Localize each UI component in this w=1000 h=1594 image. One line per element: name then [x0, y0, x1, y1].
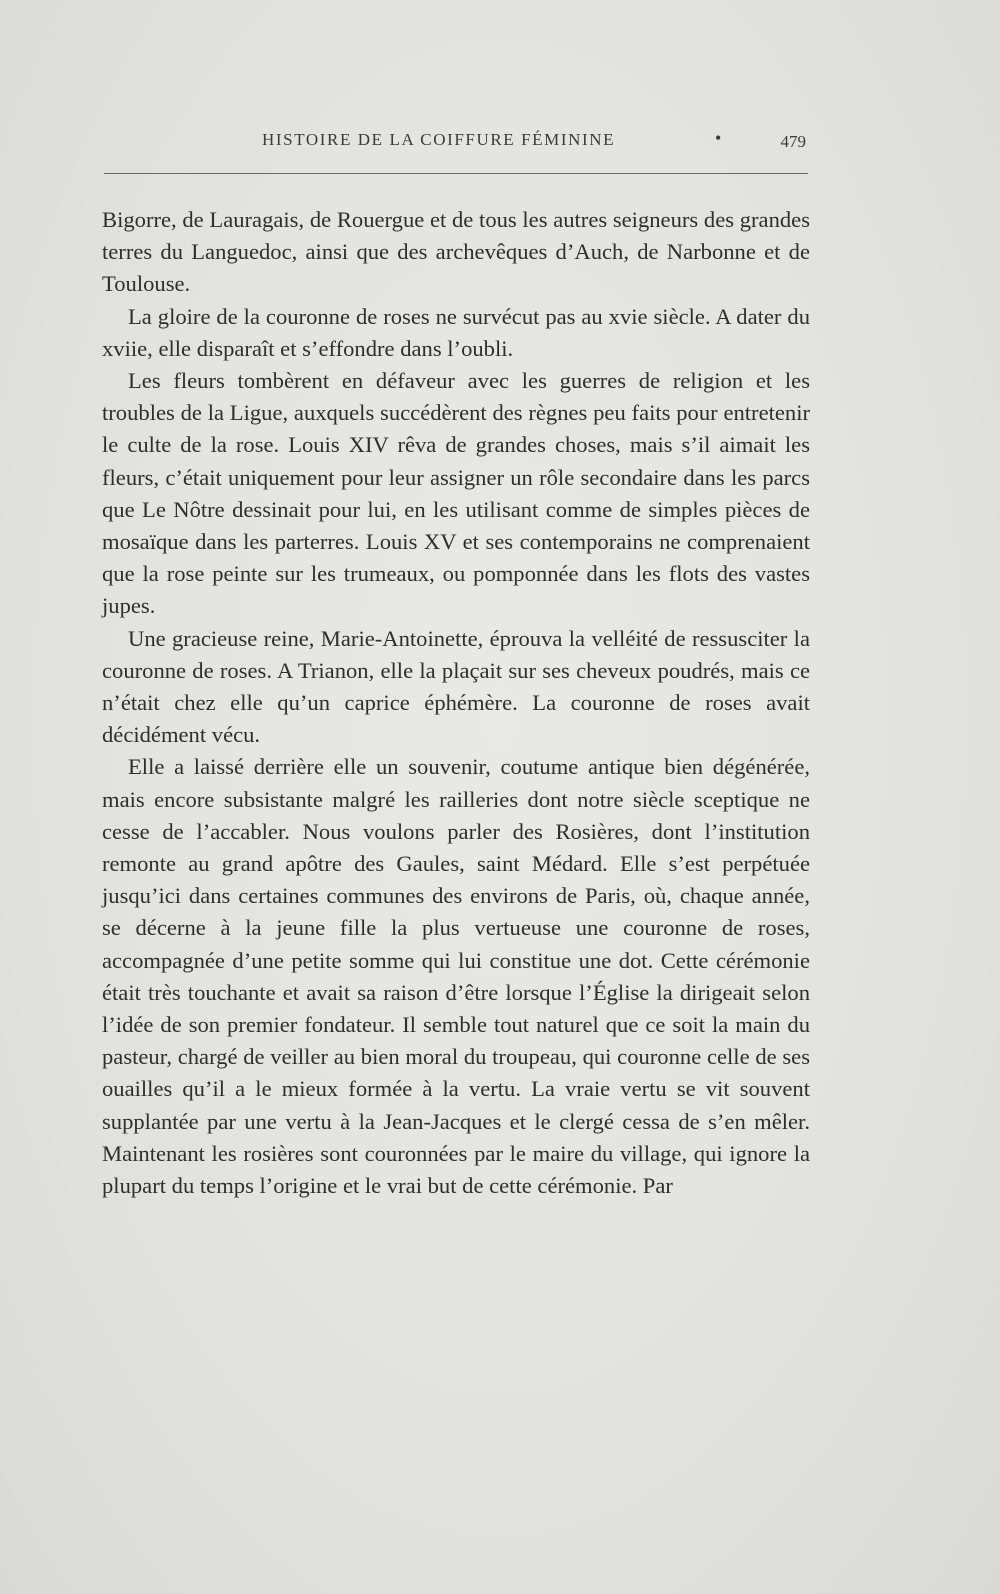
paragraph-4: Une gracieuse reine, Marie-Antoinette, éprouva la velléité de ressusciter la couronne de roses. A Trianon, elle la plaçait sur ses cheveux poudrés, mais ce n’était chez elle qu’un caprice éphémère. La couronne de roses avait décidément vécu. [102, 625, 810, 748]
header-ornament: • [715, 128, 722, 148]
paragraph-3: Les fleurs tombèrent en défaveur avec les guerres de religion et les troubles de la Ligue, auxquels succédèrent des règnes peu faits pour entretenir le culte de la rose. Louis XIV rêva de grandes choses, mais s’il aimait les fleurs, c’était uniquement pour leur assigner un rôle secondaire dans les parcs que Le Nôtre dessinait pour lui, en les utilisant comme de simples pièces de mosaïque dans les parterres. Louis XV et ses contemporains ne comprenaient que la rose peinte sur les trumeaux, ou pomponnée dans les flots des vastes jupes. [102, 368, 810, 619]
page-number: 479 [780, 132, 806, 151]
header-rule [104, 173, 808, 174]
paragraph-2: La gloire de la couronne de roses ne survécut pas au xvie siècle. A dater du xviie, elle disparaît et s’effondre dans l’oubli. [102, 303, 810, 361]
paragraph-5: Elle a laissé derrière elle un souvenir, coutume antique bien dégénérée, mais encore subsistante malgré les railleries dont notre siècle sceptique ne cesse de l’accabler. Nous voulons parler des Rosières, dont l’institution remonte au grand apôtre des Gaules, saint Médard. Elle s’est perpétuée jusqu’ici dans certaines communes des environs de Paris, où, chaque année, se décerne à la jeune fille la plus vertueuse une couronne de roses, accompagnée d’une petite somme qui lui constitue une dot. Cette cérémonie était très touchante et avait sa raison d’être lorsque l’Église la dirigeait selon l’idée de son premier fondateur. Il semble tout naturel que ce soit la main du pasteur, chargé de veiller au bien moral du troupeau, qui couronne celle de ses ouailles qu’il a le mieux formée à la vertu. La vraie vertu se vit souvent supplantée par une vertu à la Jean-Jacques et le clergé cessa de s’en mêler. Maintenant les rosières sont couronnées par le maire du village, qui ignore la plupart du temps l’origine et le vrai but de cette cérémonie. Par [102, 754, 810, 1199]
body-text [102, 204, 810, 1202]
running-title: HISTOIRE DE LA COIFFURE FÉMININE [262, 130, 616, 149]
running-head [104, 128, 810, 158]
paragraph-1: Bigorre, de Lauragais, de Rouergue et de tous les autres seigneurs des grandes terres du Languedoc, ainsi que des archevêques d’Auch, de Narbonne et de Toulouse. [102, 207, 810, 297]
